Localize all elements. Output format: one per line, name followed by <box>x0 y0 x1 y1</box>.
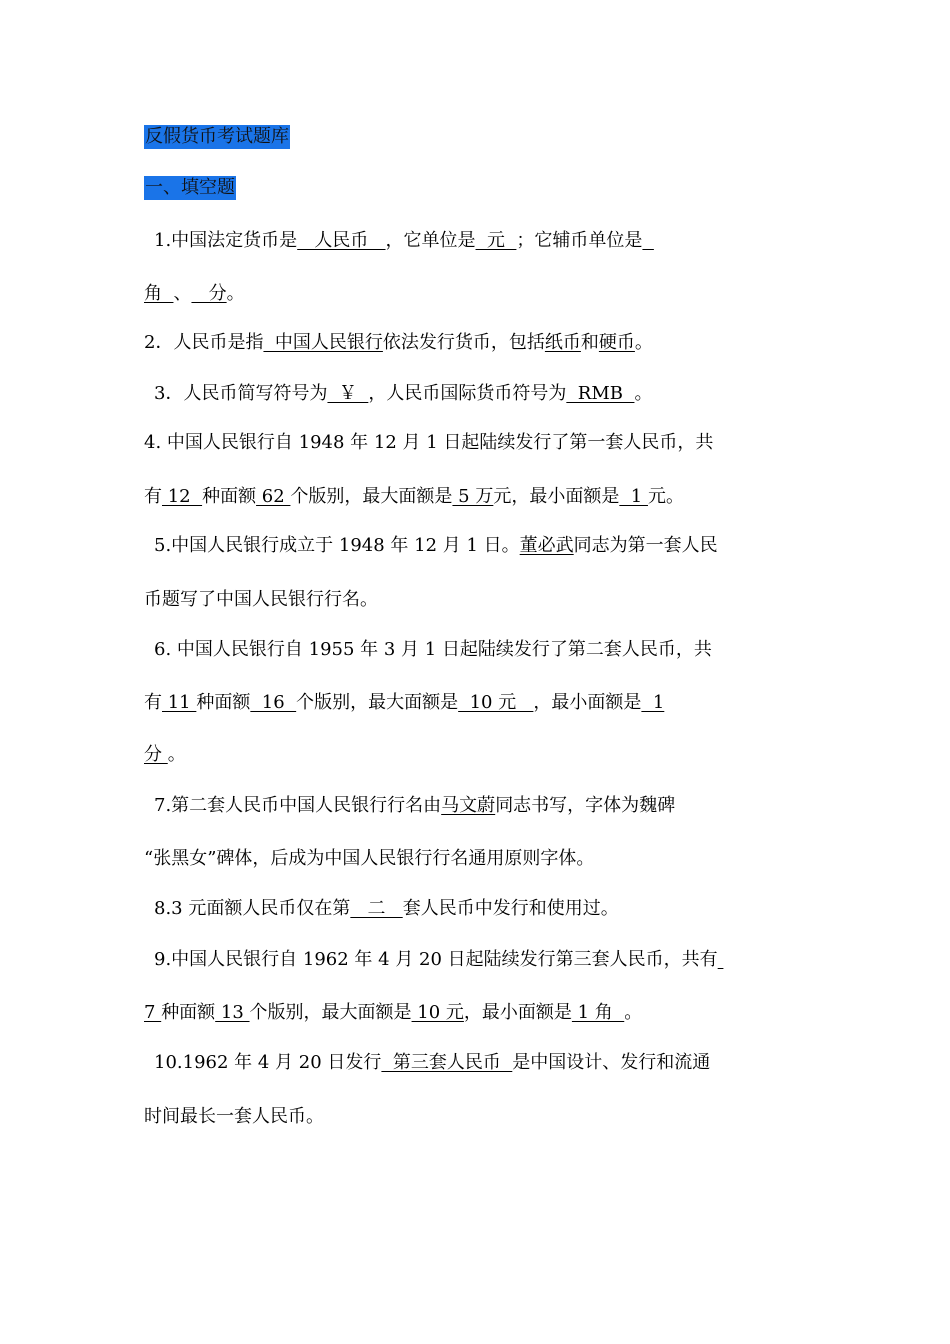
question-text: 个版别，最大面额是 <box>290 486 453 507</box>
question-text: 。 <box>226 283 245 304</box>
question-text: 6. 中国人民银行自 1955 年 3 月 1 日起陆续发行了第二套人民币，共 <box>154 639 712 660</box>
question-text: 同志书写，字体为魏碑 <box>495 795 676 816</box>
question-text: 。 <box>634 332 653 353</box>
answer-blank: 10 元 <box>411 1002 464 1023</box>
question-text: 3．人民币简写符号为 <box>154 383 328 404</box>
question-text: 9.中国人民银行自 1962 年 4 月 20 日起陆续发行第三套人民币，共有 <box>154 949 718 970</box>
question-text: 有 <box>144 486 162 507</box>
question-text: 。 <box>624 1002 643 1023</box>
question-text: 同志为第一套人民 <box>573 535 718 556</box>
answer-blank: 62 <box>256 486 291 507</box>
answer-blank: 1 <box>641 692 665 713</box>
answer-blank: 13 <box>215 1002 250 1023</box>
answer-blank: 角 <box>144 283 174 304</box>
question-line <box>144 484 684 510</box>
section-heading <box>144 175 236 201</box>
question-line <box>144 430 713 456</box>
answer-blank: RMB <box>566 383 635 404</box>
question-text: 币题写了中国人民银行行名。 <box>144 589 378 610</box>
question-text: 元。 <box>647 486 684 507</box>
question-line <box>154 1050 710 1076</box>
question-line <box>154 896 619 922</box>
question-text: 2．人民币是指 <box>144 332 264 353</box>
answer-blank: 分 <box>144 744 168 765</box>
question-text: 、 <box>173 283 192 304</box>
question-text: 有 <box>144 692 162 713</box>
answer-blank: 纸币 <box>544 332 581 353</box>
answer-blank: 第三套人民币 <box>381 1052 513 1073</box>
question-text: 种面额 <box>202 486 257 507</box>
answer-blank: 10 元 <box>458 692 534 713</box>
answer-blank: 二 <box>350 898 403 919</box>
answer-blank: 人民币 <box>297 230 386 251</box>
question-line <box>144 1104 324 1130</box>
question-line <box>154 381 652 407</box>
answer-blank: 董必武 <box>519 535 574 556</box>
question-text: 10.1962 年 4 月 20 日发行 <box>154 1052 382 1073</box>
question-text: 。 <box>634 383 653 404</box>
question-line <box>154 793 675 819</box>
question-text: 依法发行货币，包括 <box>382 332 545 353</box>
answer-blank: 12 <box>162 486 203 507</box>
answer-blank: 马文蔚 <box>441 795 496 816</box>
answer-blank: 1 角 <box>571 1002 625 1023</box>
question-line <box>144 330 653 356</box>
question-text: 7.第二套人民币中国人民银行行名由 <box>154 795 442 816</box>
question-line <box>154 637 712 663</box>
answer-blank <box>718 949 724 970</box>
question-text: 和 <box>580 332 599 353</box>
section-highlight: 一、填空题 <box>145 177 235 198</box>
question-text: 种面额 <box>196 692 251 713</box>
question-text: 。 <box>167 744 186 765</box>
answer-blank: 1 <box>619 486 648 507</box>
question-line <box>154 947 723 973</box>
question-text: 种面额 <box>161 1002 216 1023</box>
answer-blank: 元 <box>475 230 517 251</box>
answer-blank: 16 <box>250 692 297 713</box>
answer-blank: 中国人民银行 <box>263 332 383 353</box>
question-text: “张黑女”碑体，后成为中国人民银行行名通用原则字体。 <box>144 848 595 869</box>
question-text: 是中国设计、发行和流通 <box>512 1052 711 1073</box>
question-text: ，人民币国际货币符号为 <box>368 383 567 404</box>
question-text: 个版别，最大面额是 <box>296 692 459 713</box>
question-text: ，最小面额是 <box>533 692 642 713</box>
question-line <box>144 690 664 716</box>
question-text: 8.3 元面额人民币仅在第 <box>154 898 351 919</box>
question-text: 5.中国人民银行成立于 1948 年 12 月 1 日。 <box>154 535 520 556</box>
question-text: 个版别，最大面额是 <box>249 1002 412 1023</box>
question-line <box>154 533 718 559</box>
question-line <box>144 281 245 307</box>
question-text: 时间最长一套人民币。 <box>144 1106 324 1127</box>
question-text: ，最小面额是 <box>463 1002 572 1023</box>
question-line <box>144 846 594 872</box>
question-text: 1.中国法定货币是 <box>154 230 298 251</box>
title-highlight: 反假货币考试题库 <box>145 126 289 147</box>
question-text: ，它单位是 <box>385 230 476 251</box>
answer-blank: 11 <box>162 692 197 713</box>
question-text: 元，最小面额是 <box>493 486 620 507</box>
answer-blank: ￥ <box>327 383 369 404</box>
question-line <box>144 1000 642 1026</box>
question-line <box>144 742 186 768</box>
answer-blank: 分 <box>191 283 227 304</box>
question-line <box>144 587 378 613</box>
answer-blank <box>642 230 653 251</box>
answer-blank: 5 万 <box>452 486 494 507</box>
question-text: ；它辅币单位是 <box>516 230 643 251</box>
answer-blank: 硬币 <box>598 332 635 353</box>
answer-blank: 7 <box>144 1002 162 1023</box>
document-title <box>144 124 290 150</box>
question-text: 套人民币中发行和使用过。 <box>402 898 619 919</box>
question-text: 4. 中国人民银行自 1948 年 12 月 1 日起陆续发行了第一套人民币，共 <box>144 432 714 453</box>
question-line <box>154 228 654 254</box>
